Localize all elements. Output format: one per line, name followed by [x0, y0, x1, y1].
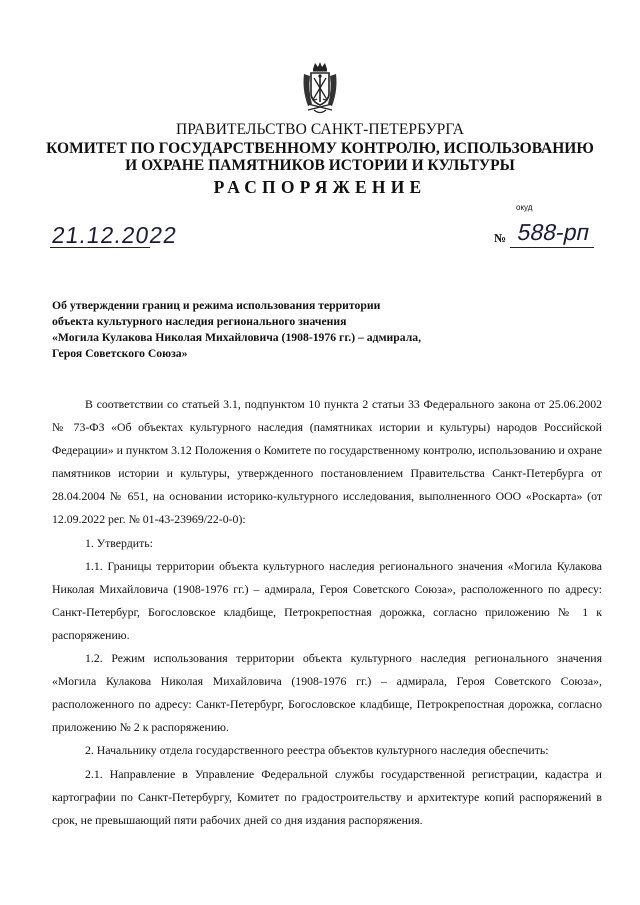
- subject-line-4: Героя Советского Союза»: [52, 347, 188, 360]
- government-name: ПРАВИТЕЛЬСТВО САНКТ-ПЕТЕРБУРГА: [175, 121, 465, 138]
- document-type-title: РАСПОРЯЖЕНИЕ: [213, 177, 427, 197]
- paragraph-1: 1. Утвердить:: [85, 535, 153, 550]
- paragraph-2: 2. Начальнику отдела государственного реестра объектов культурного наследия обеспечить:: [85, 743, 549, 758]
- document-date: 21.12.2022: [50, 222, 180, 248]
- paragraph-1-2: 1.2. Режим использования территории объекта культурного наследия регионального значения «Могила Кулакова Николая Михайловича (1908-1976 гг.) – адмирала, Героя Советского Союза», расположенного по адресу: Санкт-Петербург, Богословское кладбище, Петрокрепостная дорожка, согласно приложению № 2 к распоряжению.: [52, 651, 602, 735]
- committee-line-2: И ОХРАНЕ ПАМЯТНИКОВ ИСТОРИИ И КУЛЬТУРЫ: [125, 157, 515, 174]
- okud-label: окуд: [516, 203, 533, 212]
- preamble-paragraph: В соответствии со статьей 3.1, подпунктом 10 пункта 2 статьи 33 Федерального закона от 25.06.2002 № 73-ФЗ «Об объектах культурного наследия (памятниках истории и культуры) народов Российской Федерации» и пунктом 3.12 Положения о Комитете по государственному контролю, использованию и охране памятников истории и культуры, утвержденного постановлением Правительства Санкт-Петербурга от 28.04.2004 № 651, на основании историко-культурного исследования, выполненного ООО «Роскарта» (от 12.09.2022 рег. № 01-43-23969/22-0-0):: [52, 397, 602, 527]
- committee-line-1: КОМИТЕТ ПО ГОСУДАРСТВЕННОМУ КОНТРОЛЮ, ИСПОЛЬЗОВАНИЮ: [46, 140, 594, 157]
- document-number: 588-рп: [515, 219, 593, 245]
- number-sign: №: [494, 231, 507, 245]
- coat-of-arms-icon: [300, 60, 340, 116]
- date-underline: [50, 247, 150, 248]
- subject-line-1: Об утверждении границ и режима использования территории: [52, 299, 381, 312]
- number-underline: [510, 247, 594, 248]
- subject-line-2: объекта культурного наследия регионального значения: [52, 315, 347, 328]
- paragraph-2-1: 2.1. Направление в Управление Федеральной службы государственной регистрации, кадастра и картографии по Санкт-Петербургу, Комитет по градостроительству и архитектуре копий распоряжений в срок, не превышающий пяти рабочих дней со дня издания распоряжения.: [52, 766, 602, 827]
- subject-line-3: «Могила Кулакова Николая Михайловича (1908-1976 гг.) – адмирала,: [52, 331, 422, 344]
- document-body: [52, 393, 602, 832]
- paragraph-1-1: 1.1. Границы территории объекта культурного наследия регионального значения «Могила Кулакова Николая Михайловича (1908-1976 гг.) – адмирала, Героя Советского Союза», расположенного по адресу: Санкт-Петербург, Богословское кладбище, Петрокрепостная дорожка, согласно приложению № 1 к распоряжению.: [52, 558, 602, 642]
- document-subject: [52, 298, 522, 362]
- committee-name: [0, 140, 640, 174]
